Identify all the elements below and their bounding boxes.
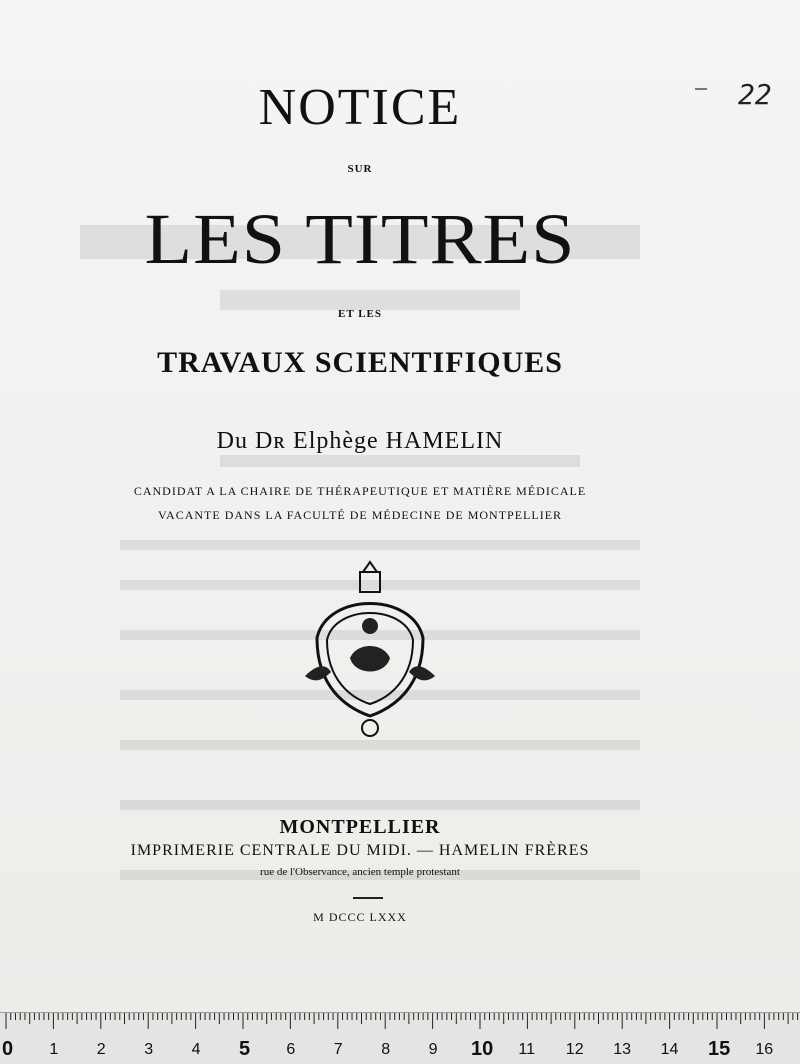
ruler-label: 13 <box>613 1041 631 1058</box>
ruler-label: 9 <box>428 1041 438 1058</box>
measurement-ruler <box>0 1012 800 1064</box>
ruler-label: 15 <box>708 1038 731 1060</box>
printer-line: IMPRIMERIE CENTRALE DU MIDI. — HAMELIN FRÈRES <box>130 842 590 859</box>
publisher-emblem-icon <box>305 556 435 744</box>
ruler-label: 2 <box>96 1041 106 1058</box>
ruler-label: 12 <box>565 1041 584 1058</box>
ruler-label: 16 <box>755 1041 774 1058</box>
publication-year: M DCCC LXXX <box>313 910 407 924</box>
title-notice: NOTICE <box>258 79 462 136</box>
ruler-label: 3 <box>144 1041 154 1058</box>
ruler-label: 11 <box>518 1041 535 1058</box>
printer-address: rue de l'Observance, ancien temple protestant <box>260 866 460 878</box>
ruler-ticks <box>0 1013 800 1064</box>
ruler-label: 8 <box>381 1041 391 1058</box>
ruler-label: 6 <box>286 1041 296 1058</box>
ruler-label: 1 <box>49 1041 59 1058</box>
ruler-label: 10 <box>471 1038 494 1060</box>
pencil-dash <box>695 88 707 90</box>
word-et-les: ET LES <box>337 308 383 320</box>
ruler-label: 0 <box>2 1038 14 1060</box>
candidate-line-2: VACANTE DANS LA FACULTÉ DE MÉDECINE DE MONTPELLIER <box>157 508 563 522</box>
ruler-label: 5 <box>239 1038 251 1060</box>
ruler-label: 7 <box>333 1041 343 1058</box>
candidate-line-1: CANDIDAT A LA CHAIRE DE THÉRAPEUTIQUE ET MATIÈRE MÉDICALE <box>133 484 587 498</box>
ruler-label: 14 <box>660 1041 679 1058</box>
word-sur: SUR <box>347 163 373 175</box>
main-title: LES TITRES <box>144 198 576 279</box>
separator-rule <box>353 897 383 899</box>
handwritten-page-number: 22 <box>738 78 772 111</box>
ruler-label: 4 <box>191 1041 201 1058</box>
author: Du Dʀ Elphège HAMELIN <box>216 428 504 454</box>
subtitle: TRAVAUX SCIENTIFIQUES <box>157 346 563 379</box>
publisher-city: MONTPELLIER <box>279 816 441 838</box>
